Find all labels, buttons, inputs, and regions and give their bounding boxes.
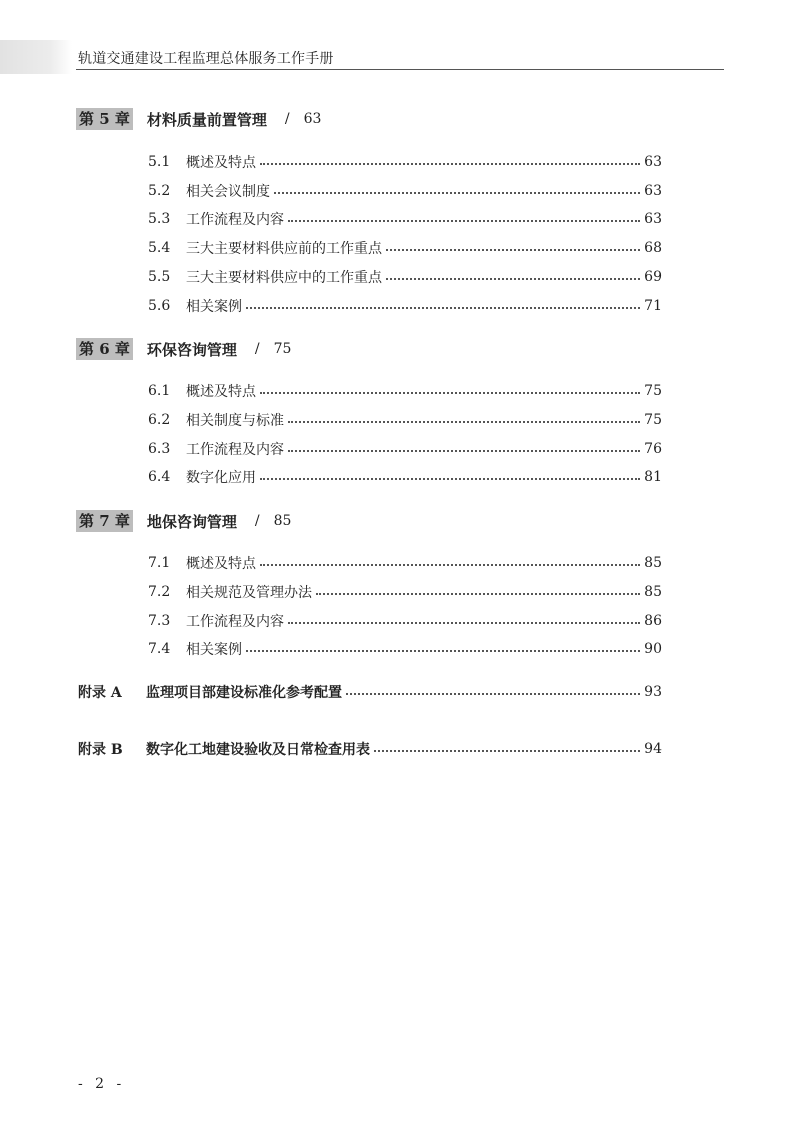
appendix-title: 监理项目部建设标准化参考配置 <box>146 685 342 701</box>
chapter-page-number: 63 <box>303 111 322 127</box>
entry-page-number: 63 <box>644 154 662 170</box>
entry-number: 7.2 <box>148 584 171 600</box>
entry-title: 概述及特点 <box>186 384 256 400</box>
appendix-label: 附录 B <box>78 742 123 758</box>
toc-entry[interactable] <box>148 266 662 288</box>
dot-leader <box>260 564 640 566</box>
entry-number: 5.5 <box>148 269 171 285</box>
appendix-title: 数字化工地建设验收及日常检查用表 <box>146 742 370 758</box>
dot-leader <box>288 450 640 452</box>
entry-number: 6.2 <box>148 412 171 428</box>
dot-leader <box>316 593 640 595</box>
entry-page-number: 81 <box>644 469 662 485</box>
dot-leader <box>288 220 640 222</box>
toc-entry[interactable] <box>148 151 662 173</box>
dot-leader <box>288 421 640 423</box>
entry-page-number: 71 <box>644 298 662 314</box>
toc-chapter-7[interactable] <box>76 509 291 533</box>
dot-leader <box>374 750 640 752</box>
chapter-page-number: 75 <box>273 341 292 357</box>
entry-title: 工作流程及内容 <box>186 442 284 458</box>
toc-entry[interactable] <box>148 466 662 488</box>
entry-title: 工作流程及内容 <box>186 614 284 630</box>
entry-page-number: 76 <box>644 441 662 457</box>
entry-page-number: 63 <box>644 183 662 199</box>
appendix-label: 附录 A <box>78 685 122 701</box>
dot-leader <box>246 307 640 309</box>
dot-leader <box>386 278 640 280</box>
chapter-label: 第 5 章 <box>76 108 133 130</box>
header-rule <box>76 69 724 70</box>
dot-leader <box>260 163 640 165</box>
entry-title: 概述及特点 <box>186 155 256 171</box>
entry-number: 6.4 <box>148 469 171 485</box>
toc-entry[interactable] <box>148 610 662 632</box>
entry-title: 工作流程及内容 <box>186 212 284 228</box>
chapter-page-number: 85 <box>273 513 292 529</box>
chapter-title: 材料质量前置管理 <box>146 110 267 129</box>
toc-entry[interactable] <box>148 380 662 402</box>
toc-entry[interactable] <box>148 295 662 317</box>
dot-leader <box>246 650 640 652</box>
entry-page-number: 90 <box>644 641 662 657</box>
toc-appendix-b[interactable] <box>78 737 662 761</box>
entry-number: 5.3 <box>148 211 171 227</box>
entry-title: 三大主要材料供应中的工作重点 <box>186 270 382 286</box>
dot-leader <box>346 693 640 695</box>
chapter-title: 地保咨询管理 <box>146 512 237 531</box>
toc-chapter-5[interactable] <box>76 107 321 131</box>
toc-appendix-a[interactable] <box>78 680 662 704</box>
chapter-label: 第 7 章 <box>76 510 133 532</box>
entry-title: 相关案例 <box>186 642 242 658</box>
dot-leader <box>288 622 640 624</box>
entry-number: 6.1 <box>148 383 171 399</box>
entry-title: 相关制度与标准 <box>186 413 284 429</box>
entry-number: 6.3 <box>148 441 171 457</box>
header-tab-decoration <box>0 40 72 74</box>
toc-chapter-6[interactable] <box>76 337 291 361</box>
entry-number: 7.3 <box>148 613 171 629</box>
entry-title: 相关会议制度 <box>186 184 270 200</box>
toc-entry[interactable] <box>148 638 662 660</box>
dot-leader <box>386 249 640 251</box>
toc-entry[interactable] <box>148 237 662 259</box>
toc-entry[interactable] <box>148 208 662 230</box>
entry-title: 相关规范及管理办法 <box>186 585 312 601</box>
entry-number: 5.4 <box>148 240 171 256</box>
appendix-page-number: 93 <box>644 684 662 700</box>
entry-title: 概述及特点 <box>186 556 256 572</box>
entry-page-number: 68 <box>644 240 662 256</box>
page-number: - 2 - <box>78 1076 126 1092</box>
toc-entry[interactable] <box>148 180 662 202</box>
dot-leader <box>260 478 640 480</box>
entry-page-number: 85 <box>644 584 662 600</box>
chapter-title: 环保咨询管理 <box>146 340 237 359</box>
toc-entry[interactable] <box>148 581 662 603</box>
running-header-title: 轨道交通建设工程监理总体服务工作手册 <box>78 51 334 67</box>
chapter-label: 第 6 章 <box>76 338 133 360</box>
entry-number: 5.2 <box>148 183 171 199</box>
entry-page-number: 85 <box>644 555 662 571</box>
entry-title: 相关案例 <box>186 299 242 315</box>
entry-page-number: 75 <box>644 412 662 428</box>
entry-number: 5.1 <box>148 154 171 170</box>
entry-title: 三大主要材料供应前的工作重点 <box>186 241 382 257</box>
chapter-separator: / <box>254 341 260 357</box>
entry-number: 7.1 <box>148 555 171 571</box>
chapter-separator: / <box>254 513 260 529</box>
toc-entry[interactable] <box>148 552 662 574</box>
entry-page-number: 69 <box>644 269 662 285</box>
dot-leader <box>274 192 640 194</box>
entry-number: 7.4 <box>148 641 171 657</box>
entry-title: 数字化应用 <box>186 470 256 486</box>
entry-page-number: 86 <box>644 613 662 629</box>
toc-entry[interactable] <box>148 438 662 460</box>
entry-number: 5.6 <box>148 298 171 314</box>
entry-page-number: 63 <box>644 211 662 227</box>
appendix-page-number: 94 <box>644 741 662 757</box>
toc-entry[interactable] <box>148 409 662 431</box>
dot-leader <box>260 392 640 394</box>
chapter-separator: / <box>284 111 290 127</box>
entry-page-number: 75 <box>644 383 662 399</box>
